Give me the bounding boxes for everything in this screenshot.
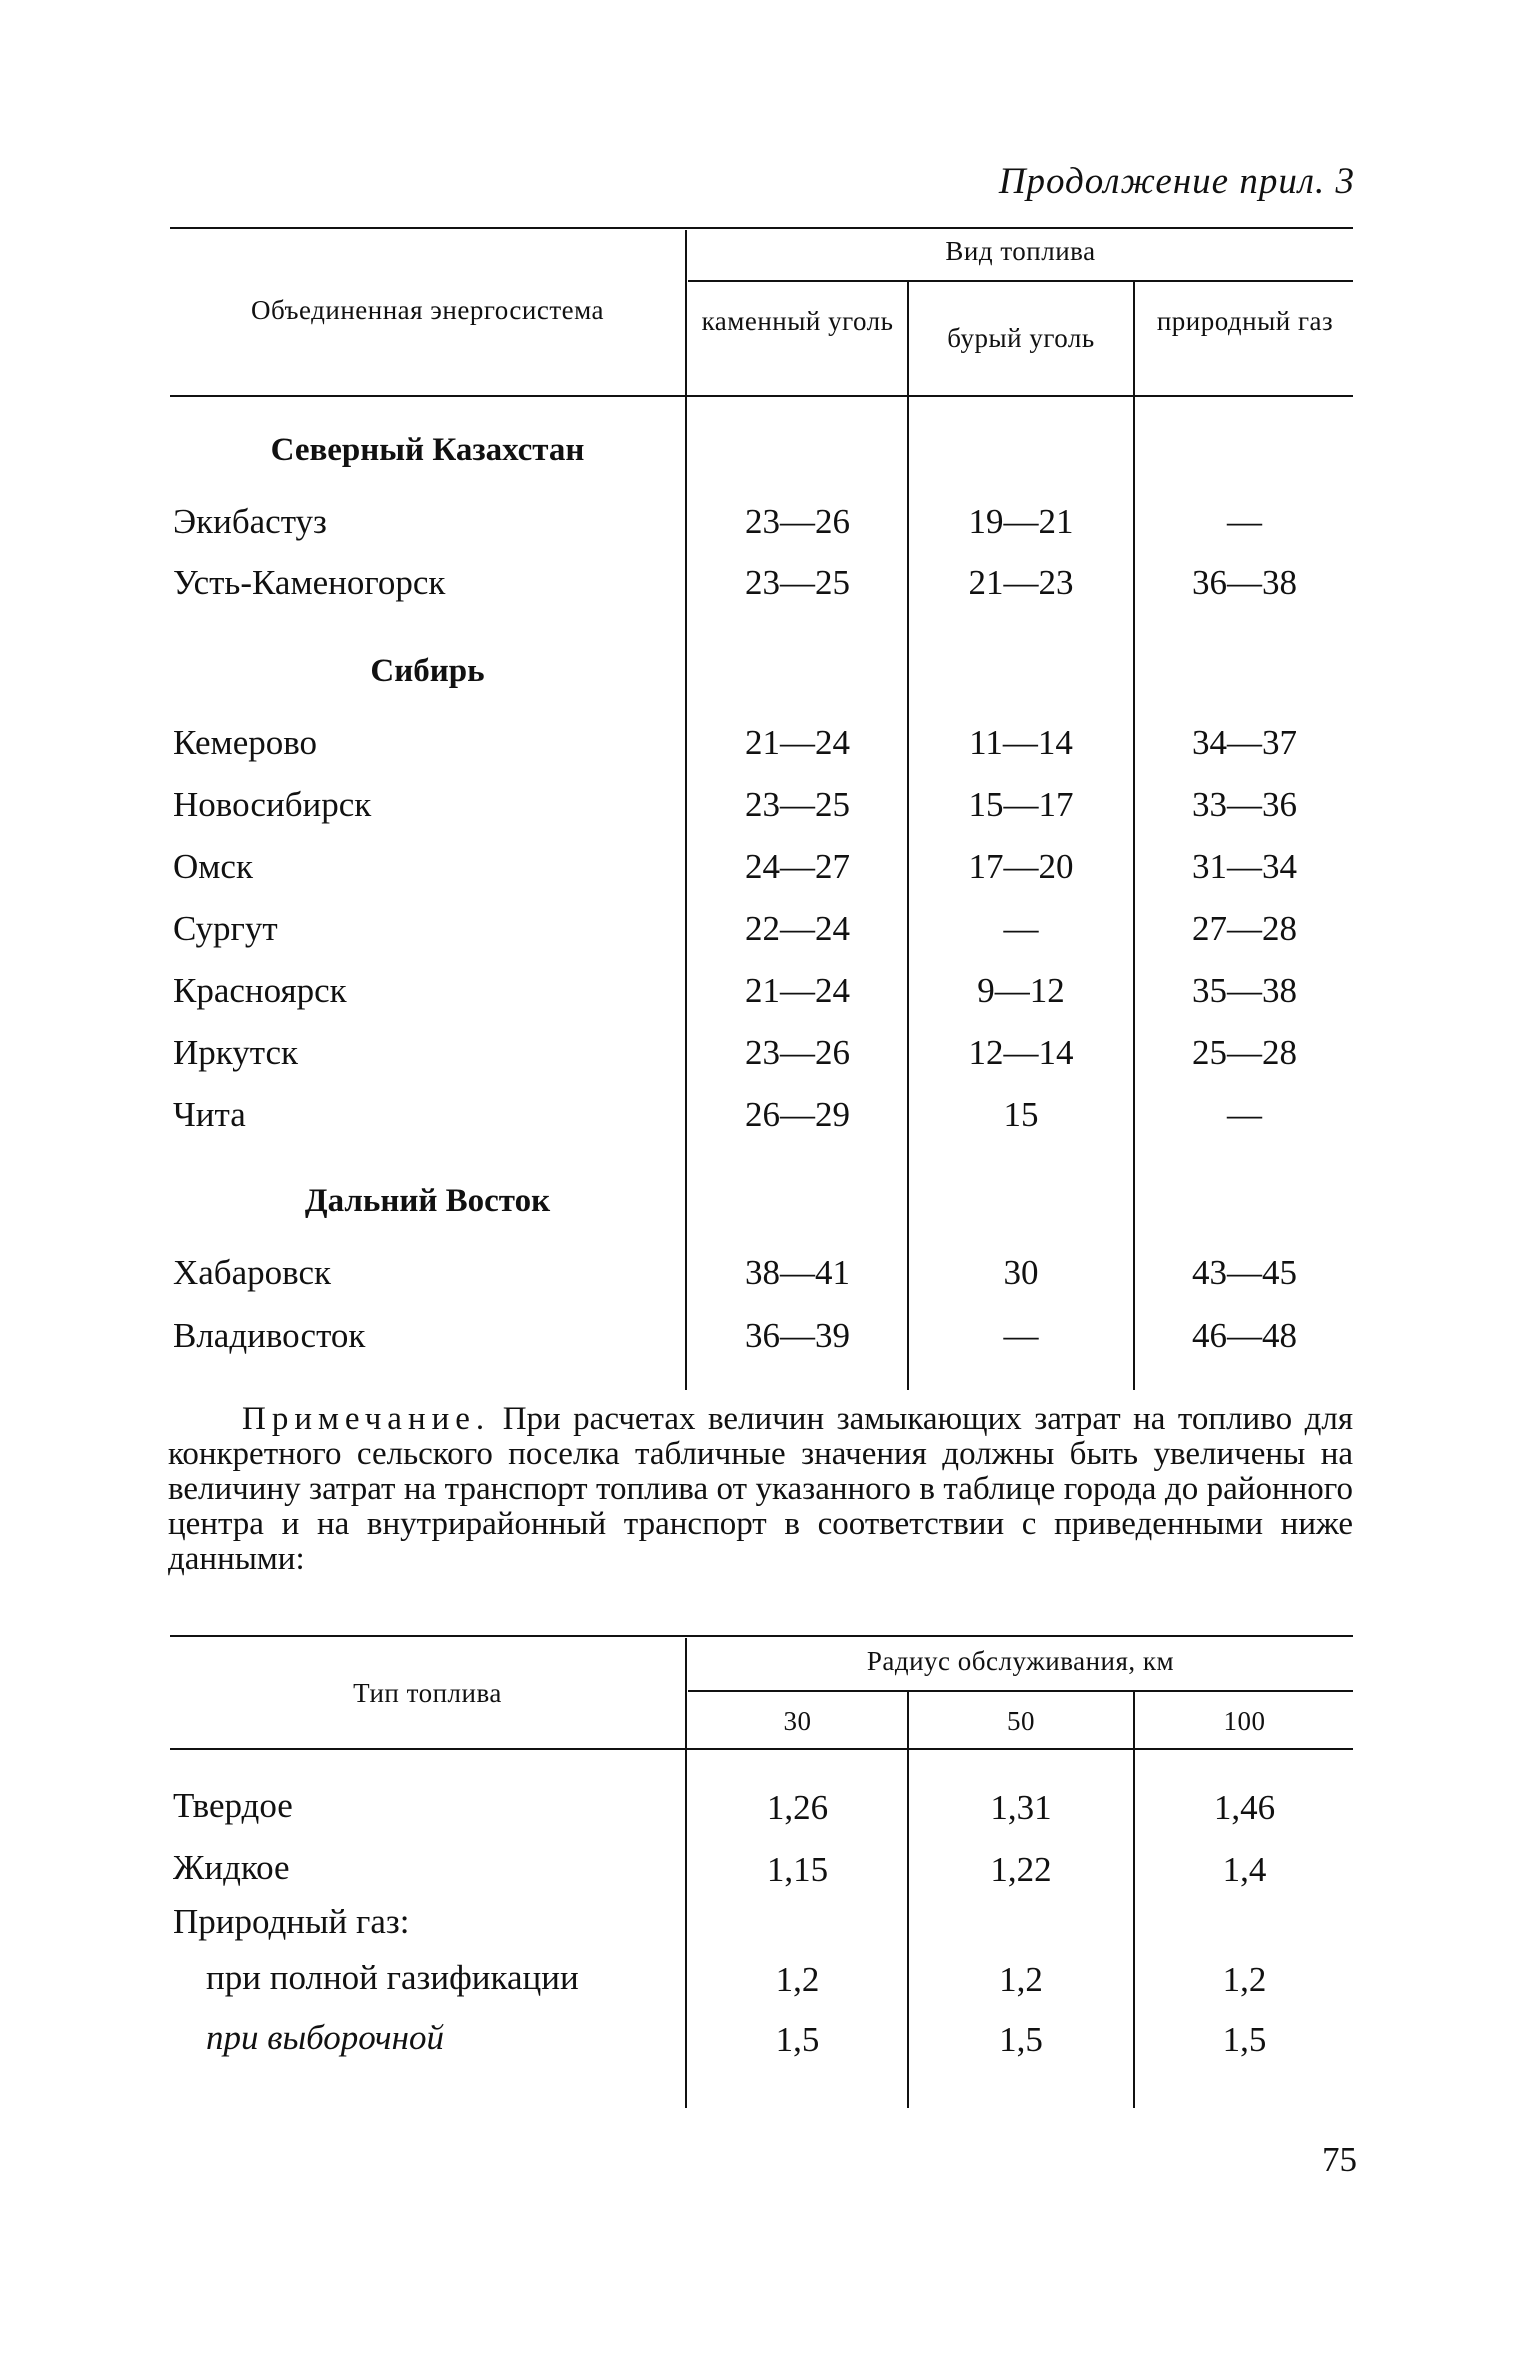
cell-value: 1,2 bbox=[775, 1960, 820, 1999]
group-heading: Дальний Восток bbox=[304, 1183, 551, 1219]
table1-group-header: Вид топлива bbox=[945, 236, 1096, 266]
cell-value: 23—26 bbox=[745, 502, 850, 541]
cell-value: 31—34 bbox=[1192, 847, 1297, 886]
row-label: Кемерово bbox=[173, 723, 318, 762]
table2-col-header: 100 bbox=[1223, 1706, 1266, 1736]
table2-group-header: Радиус обслуживания, км bbox=[866, 1646, 1175, 1676]
cell-value: 34—37 bbox=[1192, 723, 1297, 762]
cell-value: 23—25 bbox=[745, 563, 850, 602]
cell-value: 30 bbox=[1003, 1253, 1039, 1292]
row-label: Чита bbox=[173, 1095, 246, 1134]
row-label: при выборочной bbox=[206, 2018, 444, 2057]
cell-value: 21—23 bbox=[968, 563, 1074, 602]
row-label: Твердое bbox=[173, 1786, 293, 1825]
cell-value: 26—29 bbox=[745, 1095, 850, 1134]
cell-value: 1,15 bbox=[766, 1850, 829, 1889]
cell-value: 25—28 bbox=[1192, 1033, 1297, 1072]
cell-value: 1,5 bbox=[999, 2020, 1043, 2059]
page-number: 75 bbox=[1322, 2140, 1357, 2179]
row-label: Экибастуз bbox=[173, 502, 327, 541]
table1-col-header: бурый уголь bbox=[947, 323, 1095, 353]
cell-value: 22—24 bbox=[745, 909, 850, 948]
table-note bbox=[168, 1402, 1353, 1577]
row-label: Сургут bbox=[173, 909, 278, 948]
group-heading: Северный Казахстан bbox=[270, 432, 585, 468]
row-label: Жидкое bbox=[173, 1848, 290, 1887]
note-lead: Примечание. bbox=[242, 1401, 491, 1437]
cell-value: 21—24 bbox=[745, 971, 850, 1010]
row-label: Хабаровск bbox=[173, 1253, 332, 1292]
table2-col-divider bbox=[907, 1692, 909, 2108]
continuation-label: Продолжение прил. 3 bbox=[998, 161, 1355, 202]
cell-value: 43—45 bbox=[1192, 1253, 1297, 1292]
cell-value: 36—38 bbox=[1192, 563, 1297, 602]
cell-value: 33—36 bbox=[1192, 785, 1297, 824]
cell-value: 1,2 bbox=[1222, 1960, 1267, 1999]
row-label: Владивосток bbox=[173, 1316, 366, 1355]
cell-value: 1,2 bbox=[999, 1960, 1043, 1999]
cell-value: 36—39 bbox=[745, 1316, 850, 1355]
table1-col-divider bbox=[685, 230, 687, 1390]
cell-value: 21—24 bbox=[745, 723, 850, 762]
cell-value: 23—25 bbox=[745, 785, 850, 824]
table2-col-header: 50 bbox=[1007, 1706, 1035, 1736]
table2-header-rule bbox=[170, 1748, 1353, 1750]
table2-col-divider bbox=[685, 1638, 687, 2108]
cell-value: 11—14 bbox=[969, 723, 1073, 762]
table2-top-rule bbox=[170, 1635, 1353, 1637]
cell-value: 19—21 bbox=[968, 502, 1074, 541]
table2-group-rule bbox=[688, 1690, 1353, 1692]
table2-col-divider bbox=[1133, 1692, 1135, 2108]
table1-col-divider bbox=[1133, 282, 1135, 1390]
row-label: Новосибирск bbox=[173, 785, 372, 824]
cell-value: 35—38 bbox=[1192, 971, 1297, 1010]
table1-top-rule bbox=[170, 227, 1353, 229]
row-label: при полной газификации bbox=[206, 1958, 579, 1997]
table1-group-rule bbox=[688, 280, 1353, 282]
table1-col-header: каменный уголь bbox=[701, 306, 894, 336]
table1-col-divider bbox=[907, 282, 909, 1390]
row-label: Иркутск bbox=[173, 1033, 299, 1072]
cell-value: 1,22 bbox=[990, 1850, 1052, 1889]
cell-value: 1,31 bbox=[990, 1788, 1052, 1827]
group-heading: Сибирь bbox=[370, 653, 485, 689]
cell-value: 46—48 bbox=[1192, 1316, 1297, 1355]
cell-value: 38—41 bbox=[745, 1253, 850, 1292]
row-label: Омск bbox=[173, 847, 253, 886]
note-text: При расчетах величин замыкающих затрат на топливо для конкретного сельского поселка табличные значения должны быть увеличены на величину затрат на транспорт топлива от указанного в таблице города до районного центра и на внутрирайонный транспорт в соответствии с приведенными ниже данными: bbox=[168, 1401, 1354, 1577]
cell-value: — bbox=[1003, 1316, 1039, 1355]
table1-col-header: природный газ bbox=[1156, 306, 1334, 336]
table1-row-header: Объединенная энергосистема bbox=[250, 295, 604, 325]
cell-value: 15 bbox=[1003, 1095, 1039, 1134]
cell-value: 24—27 bbox=[745, 847, 850, 886]
cell-value: — bbox=[1003, 909, 1039, 948]
table2-col-header: 30 bbox=[783, 1706, 812, 1736]
cell-value: 1,4 bbox=[1222, 1850, 1267, 1889]
cell-value: 1,5 bbox=[1222, 2020, 1267, 2059]
row-label: Красноярск bbox=[173, 971, 347, 1010]
table2-row-header: Тип топлива bbox=[353, 1678, 502, 1708]
row-label: Природный газ: bbox=[173, 1902, 410, 1941]
cell-value: 15—17 bbox=[968, 785, 1074, 824]
cell-value: 23—26 bbox=[745, 1033, 850, 1072]
cell-value: 12—14 bbox=[968, 1033, 1074, 1072]
cell-value: 1,46 bbox=[1213, 1788, 1276, 1827]
cell-value: 9—12 bbox=[977, 971, 1065, 1010]
row-label: Усть-Каменогорск bbox=[173, 563, 446, 602]
cell-value: — bbox=[1227, 1095, 1262, 1134]
cell-value: 17—20 bbox=[968, 847, 1074, 886]
table1-header-rule bbox=[170, 395, 1353, 397]
cell-value: 1,26 bbox=[766, 1788, 829, 1827]
cell-value: 1,5 bbox=[775, 2020, 820, 2059]
cell-value: 27—28 bbox=[1192, 909, 1297, 948]
cell-value: — bbox=[1227, 502, 1262, 541]
